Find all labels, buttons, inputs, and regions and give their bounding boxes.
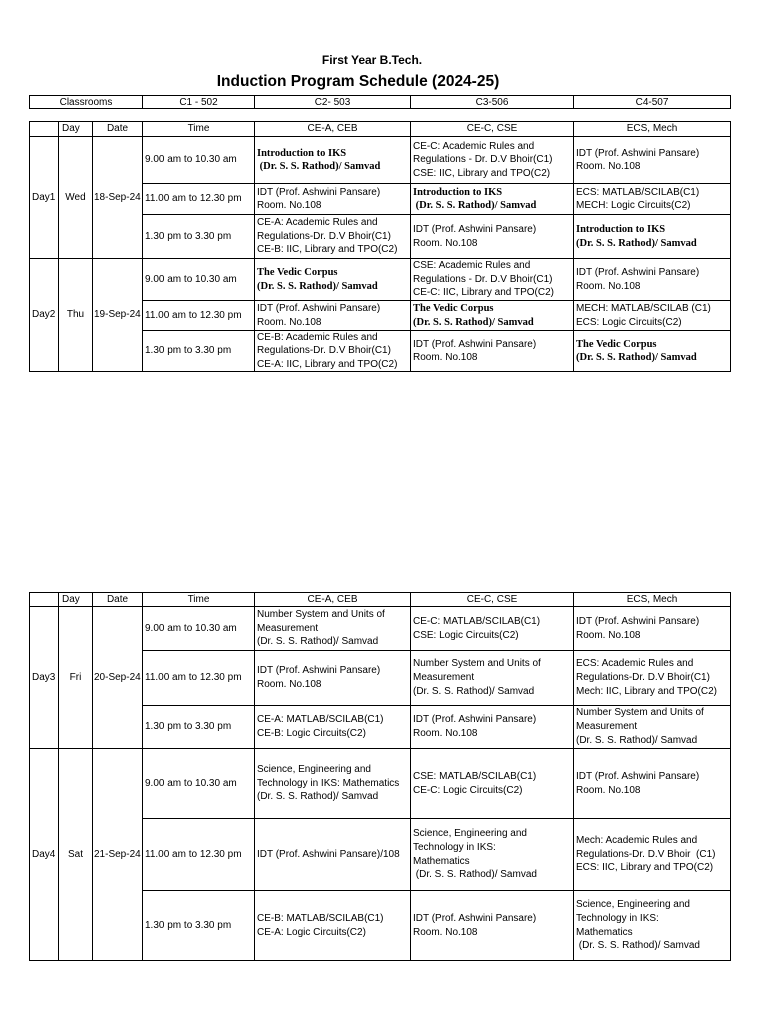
session-ce-c-cse: IDT (Prof. Ashwini Pansare) Room. No.108 — [411, 331, 574, 372]
schedule-row — [30, 259, 731, 301]
header-blank — [30, 593, 59, 607]
schedule-row — [30, 749, 731, 819]
session-ecs-mech: MECH: MATLAB/SCILAB (C1) ECS: Logic Circuits(C2) — [574, 301, 731, 331]
session-ce-c-cse: CSE: MATLAB/SCILAB(C1) CE-C: Logic Circuits(C2) — [411, 749, 574, 819]
header-group-ce-c-cse: CE-C, CSE — [411, 593, 574, 607]
date-cell: 19-Sep-24 — [93, 259, 143, 372]
schedule-title: Induction Program Schedule (2024-25) — [216, 73, 500, 90]
session-ce-c-cse: CSE: Academic Rules and Regulations - Dr. D.V Bhoir(C1) CE-C: IIC, Library and TPO(C2) — [411, 259, 574, 301]
session-ce-a-ceb: IDT (Prof. Ashwini Pansare) Room. No.108 — [255, 651, 411, 706]
day-label: Day2 — [30, 259, 59, 372]
schedule-table-day3-day4 — [29, 592, 731, 961]
header-group-ce-a-ceb: CE-A, CEB — [255, 122, 411, 137]
session-ce-a-ceb: The Vedic Corpus (Dr. S. S. Rathod)/ Samvad — [255, 259, 411, 301]
session-ce-c-cse: IDT (Prof. Ashwini Pansare) Room. No.108 — [411, 891, 574, 961]
weekday: Wed — [59, 137, 93, 259]
session-ce-a-ceb: CE-B: Academic Rules and Regulations-Dr. D.V Bhoir(C1) CE-A: IIC, Library and TPO(C2) — [255, 331, 411, 372]
session-ce-c-cse: Science, Engineering and Technology in IKS: Mathematics (Dr. S. S. Rathod)/ Samvad — [411, 819, 574, 891]
header-date: Date — [93, 122, 143, 137]
session-ce-c-cse: CE-C: MATLAB/SCILAB(C1) CSE: Logic Circuits(C2) — [411, 607, 574, 651]
program-heading: First Year B.Tech. — [321, 53, 423, 67]
weekday: Sat — [59, 749, 93, 961]
time-slot: 9.00 am to 10.30 am — [143, 749, 255, 819]
session-ecs-mech: ECS: Academic Rules and Regulations-Dr. D.V Bhoir(C1) Mech: IIC, Library and TPO(C2) — [574, 651, 731, 706]
session-ce-c-cse: IDT (Prof. Ashwini Pansare) Room. No.108 — [411, 215, 574, 259]
header-group-ecs-mech: ECS, Mech — [574, 593, 731, 607]
classroom-c4: C4-507 — [574, 96, 731, 109]
schedule-row — [30, 137, 731, 184]
header-group-ce-c-cse: CE-C, CSE — [411, 122, 574, 137]
session-ecs-mech: Mech: Academic Rules and Regulations-Dr. D.V Bhoir (C1) ECS: IIC, Library and TPO(C2) — [574, 819, 731, 891]
time-slot: 1.30 pm to 3.30 pm — [143, 331, 255, 372]
session-ecs-mech: IDT (Prof. Ashwini Pansare) Room. No.108 — [574, 137, 731, 184]
session-ce-c-cse: Number System and Units of Measurement (Dr. S. S. Rathod)/ Samvad — [411, 651, 574, 706]
classrooms-label: Classrooms — [30, 96, 143, 109]
time-slot: 9.00 am to 10.30 am — [143, 259, 255, 301]
session-ce-c-cse: CE-C: Academic Rules and Regulations - Dr. D.V Bhoir(C1) CSE: IIC, Library and TPO(C2) — [411, 137, 574, 184]
day-label: Day1 — [30, 137, 59, 259]
time-slot: 11.00 am to 12.30 pm — [143, 184, 255, 215]
header-day: Day — [59, 593, 93, 607]
header-time: Time — [143, 122, 255, 137]
session-ce-a-ceb: IDT (Prof. Ashwini Pansare) Room. No.108 — [255, 184, 411, 215]
weekday: Fri — [59, 607, 93, 749]
time-slot: 1.30 pm to 3.30 pm — [143, 215, 255, 259]
header-row — [30, 593, 731, 607]
session-ce-c-cse: IDT (Prof. Ashwini Pansare) Room. No.108 — [411, 706, 574, 749]
time-slot: 9.00 am to 10.30 am — [143, 137, 255, 184]
session-ecs-mech: Number System and Units of Measurement (Dr. S. S. Rathod)/ Samvad — [574, 706, 731, 749]
classrooms-row — [30, 96, 731, 109]
session-ecs-mech: IDT (Prof. Ashwini Pansare) Room. No.108 — [574, 749, 731, 819]
header-row — [30, 122, 731, 137]
session-ecs-mech: ECS: MATLAB/SCILAB(C1) MECH: Logic Circuits(C2) — [574, 184, 731, 215]
header-group-ce-a-ceb: CE-A, CEB — [255, 593, 411, 607]
session-ce-a-ceb: CE-B: MATLAB/SCILAB(C1) CE-A: Logic Circuits(C2) — [255, 891, 411, 961]
classroom-c3: C3-506 — [411, 96, 574, 109]
session-ce-a-ceb: Introduction to IKS (Dr. S. S. Rathod)/ Samvad — [255, 137, 411, 184]
header-time: Time — [143, 593, 255, 607]
header-group-ecs-mech: ECS, Mech — [574, 122, 731, 137]
session-ce-c-cse: Introduction to IKS (Dr. S. S. Rathod)/ Samvad — [411, 184, 574, 215]
day-label: Day3 — [30, 607, 59, 749]
header-date: Date — [93, 593, 143, 607]
time-slot: 1.30 pm to 3.30 pm — [143, 891, 255, 961]
day-label: Day4 — [30, 749, 59, 961]
header-blank — [30, 122, 59, 137]
session-ecs-mech: IDT (Prof. Ashwini Pansare) Room. No.108 — [574, 259, 731, 301]
schedule-table-day1-day2 — [29, 121, 731, 372]
session-ce-a-ceb: Number System and Units of Measurement (Dr. S. S. Rathod)/ Samvad — [255, 607, 411, 651]
header-day: Day — [59, 122, 93, 137]
session-ecs-mech: The Vedic Corpus (Dr. S. S. Rathod)/ Samvad — [574, 331, 731, 372]
session-ce-a-ceb: CE-A: Academic Rules and Regulations-Dr. D.V Bhoir(C1) CE-B: IIC, Library and TPO(C2) — [255, 215, 411, 259]
classrooms-table — [29, 95, 731, 109]
time-slot: 1.30 pm to 3.30 pm — [143, 706, 255, 749]
classroom-c2: C2- 503 — [255, 96, 411, 109]
date-cell: 20-Sep-24 — [93, 607, 143, 749]
session-ce-a-ceb: Science, Engineering and Technology in IKS: Mathematics (Dr. S. S. Rathod)/ Samvad — [255, 749, 411, 819]
session-ce-a-ceb: IDT (Prof. Ashwini Pansare)/108 — [255, 819, 411, 891]
date-cell: 18-Sep-24 — [93, 137, 143, 259]
session-ce-c-cse: The Vedic Corpus (Dr. S. S. Rathod)/ Samvad — [411, 301, 574, 331]
classroom-c1: C1 - 502 — [143, 96, 255, 109]
time-slot: 11.00 am to 12.30 pm — [143, 819, 255, 891]
date-cell: 21-Sep-24 — [93, 749, 143, 961]
time-slot: 11.00 am to 12.30 pm — [143, 301, 255, 331]
session-ce-a-ceb: IDT (Prof. Ashwini Pansare) Room. No.108 — [255, 301, 411, 331]
weekday: Thu — [59, 259, 93, 372]
session-ecs-mech: IDT (Prof. Ashwini Pansare) Room. No.108 — [574, 607, 731, 651]
time-slot: 9.00 am to 10.30 am — [143, 607, 255, 651]
session-ecs-mech: Introduction to IKS (Dr. S. S. Rathod)/ Samvad — [574, 215, 731, 259]
schedule-row — [30, 607, 731, 651]
time-slot: 11.00 am to 12.30 pm — [143, 651, 255, 706]
session-ce-a-ceb: CE-A: MATLAB/SCILAB(C1) CE-B: Logic Circuits(C2) — [255, 706, 411, 749]
session-ecs-mech: Science, Engineering and Technology in IKS: Mathematics (Dr. S. S. Rathod)/ Samvad — [574, 891, 731, 961]
